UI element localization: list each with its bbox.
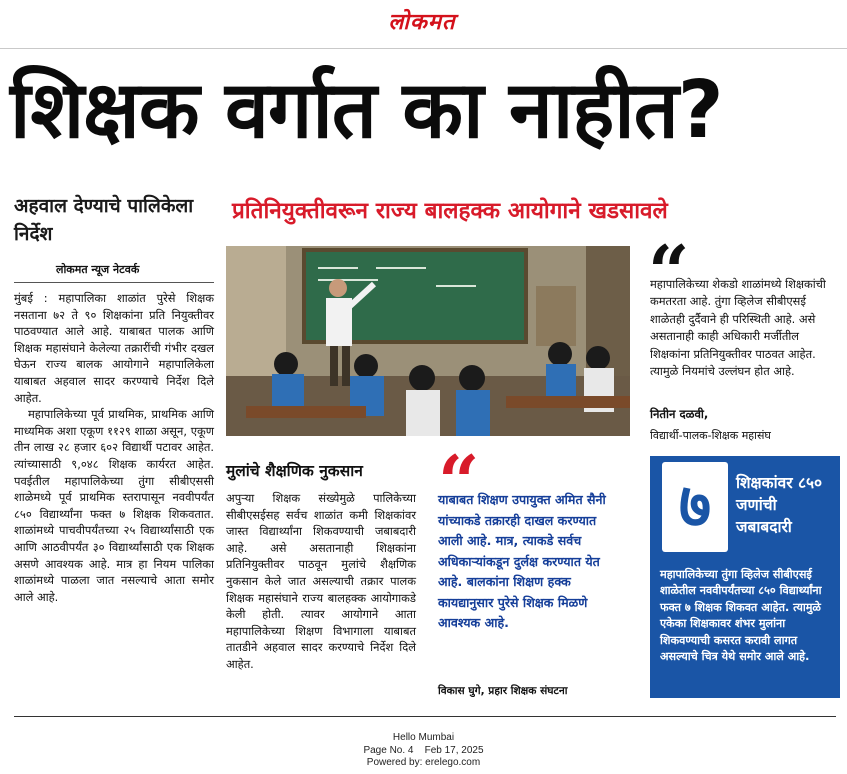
section-headline: मुलांचे शैक्षणिक नुकसान: [226, 462, 363, 480]
info-box-number: ७: [662, 462, 728, 552]
side-headline: अहवाल देण्याचे पालिकेला निर्देश: [14, 195, 194, 245]
quote-author-org: विद्यार्थी-पालक-शिक्षक महासंघ: [650, 429, 771, 442]
quote-mark-icon: “: [648, 229, 690, 314]
bottom-divider: [14, 716, 836, 717]
classroom-illustration: [226, 246, 630, 436]
main-headline: शिक्षक वर्गात का नाहीत?: [10, 64, 723, 156]
classroom-photo: [226, 246, 630, 436]
quote-author: नितीन दळवी,: [650, 407, 709, 421]
red-quote-mark-icon: “: [438, 439, 480, 524]
info-box-body: महापालिकेच्या तुंगा व्हिलेज सीबीएसई शाळेतील नववीपर्यंतच्या ८५० विद्यार्थ्यांना फक्त ७ शिक्षक शिकवत आहेत. त्यामुळे एकेका शिक्षकावर शंभर मुलांना शिकवण्याची कसरत करावी लागत असल्याचे चित्र येथे समोर आले आहे.: [660, 568, 822, 664]
footer-page-date: Page No. 4 Feb 17, 2025: [363, 744, 484, 756]
section-body: अपुऱ्या शिक्षक संख्येमुळे पालिकेच्या सीबीएसईसह सर्वच शाळांत कमी शिक्षकांवर जास्त विद्यार्थ्यांना शिकवण्याची जबाबदारी आहे. असे असतानाही शिक्षकांना प्रतिनियुक्तीवर पाठवून मुलांचे शैक्षणिक नुकसान केले जात असल्याची तक्रार पालक शिक्षक महासंघाने राज्य बालहक्क आयोगाकडे केली होती. त्यावर आयोगाने आता महापालिकेच्या शिक्षण विभागाला याबाबत तातडीने अहवाल सादर करण्याचे निर्देश दिले आहेत.: [226, 491, 416, 671]
side-paragraph: मुंबई : महापालिका शाळांत पुरेसे शिक्षक नसताना ७२ ते ९० शिक्षकांना प्रति नियुक्तीवर पाठवण्यात आले आहे. याबाबत पालक आणि शिक्षक महासंघाने केलेल्या तक्रारींची गंभीर दखल घेऊन राज्य बालक आयोगाने महापालिकेला याबाबत अहवाल सादर करण्याचे निर्देश दिले आहेत.: [14, 291, 214, 405]
highlight-quote-author: विकास घुगे, प्रहार शिक्षक संघटना: [438, 685, 568, 697]
footer-edition: Hello Mumbai: [392, 732, 455, 743]
info-box-headline: शिक्षकांवर ८५० जणांची जबाबदारी: [736, 474, 823, 536]
quote-text: महापालिकेच्या शेकडो शाळांमध्ये शिक्षकांची कमतरता आहे. तुंगा व्हिलेज सीबीएसई शाळेतही दुर्दैवाने ही परिस्थिती आहे. असे असतानाही काही अधिकारी मर्जीतील शिक्षकांना प्रतिनियुक्तीवर पाठवत आहेत. त्यामुळे नियमांचे उल्लंघन होत आहे.: [650, 277, 826, 379]
byline-divider: [14, 282, 214, 283]
red-subheadline: प्रतिनियुक्तीवरून राज्य बालहक्क आयोगाने खडसावले: [232, 198, 668, 224]
highlight-quote-text: याबाबत शिक्षण उपायुक्त अमित सैनी यांच्याकडे तक्रारही दाखल करण्यात आली आहे. मात्र, त्याकडे सर्वच अधिकाऱ्यांकडून दुर्लक्ष करण्यात येत आहे. बालकांना शिक्षण हक्क कायद्यानुसार पुरेसे शिक्षक मिळणे आवश्यक आहे.: [438, 492, 606, 630]
side-article-body: [14, 290, 214, 605]
page-footer: [300, 732, 547, 770]
masthead: [0, 0, 847, 49]
side-paragraph: महापालिकेच्या पूर्व प्राथमिक, प्राथमिक आणि माध्यमिक अशा एकूण ११२९ शाळा असून, एकूण तीन लाख २८ हजार ६०२ विद्यार्थी पटावर आहेत. त्यांच्यासाठी ९,०४८ शिक्षक कार्यरत आहेत. पवईतील महापालिकेच्या तुंगा सीबीएससी शाळेमध्ये पूर्व प्राथमिक स्तरापासून नववीपर्यंत ८५० विद्यार्थ्यांना फक्त ७ शिक्षक शिकवतात. शाळांमध्ये पाचवीपर्यंतच्या २५ विद्यार्थ्यांसाठी एक आणि आठवीपर्यंत ३० विद्यार्थ्यांसाठी एक शिक्षक असणे आवश्यक आहे. मात्र हा नियम पालिका शाळांमध्ये पाळला जात नसल्याचे आता समोर आले आहे.: [14, 407, 214, 604]
footer-powered-by[interactable]: Powered by: erelego.com: [366, 757, 481, 768]
byline: लोकमत न्यूज नेटवर्क: [56, 263, 140, 276]
newspaper-logo: लोकमत: [388, 10, 456, 35]
